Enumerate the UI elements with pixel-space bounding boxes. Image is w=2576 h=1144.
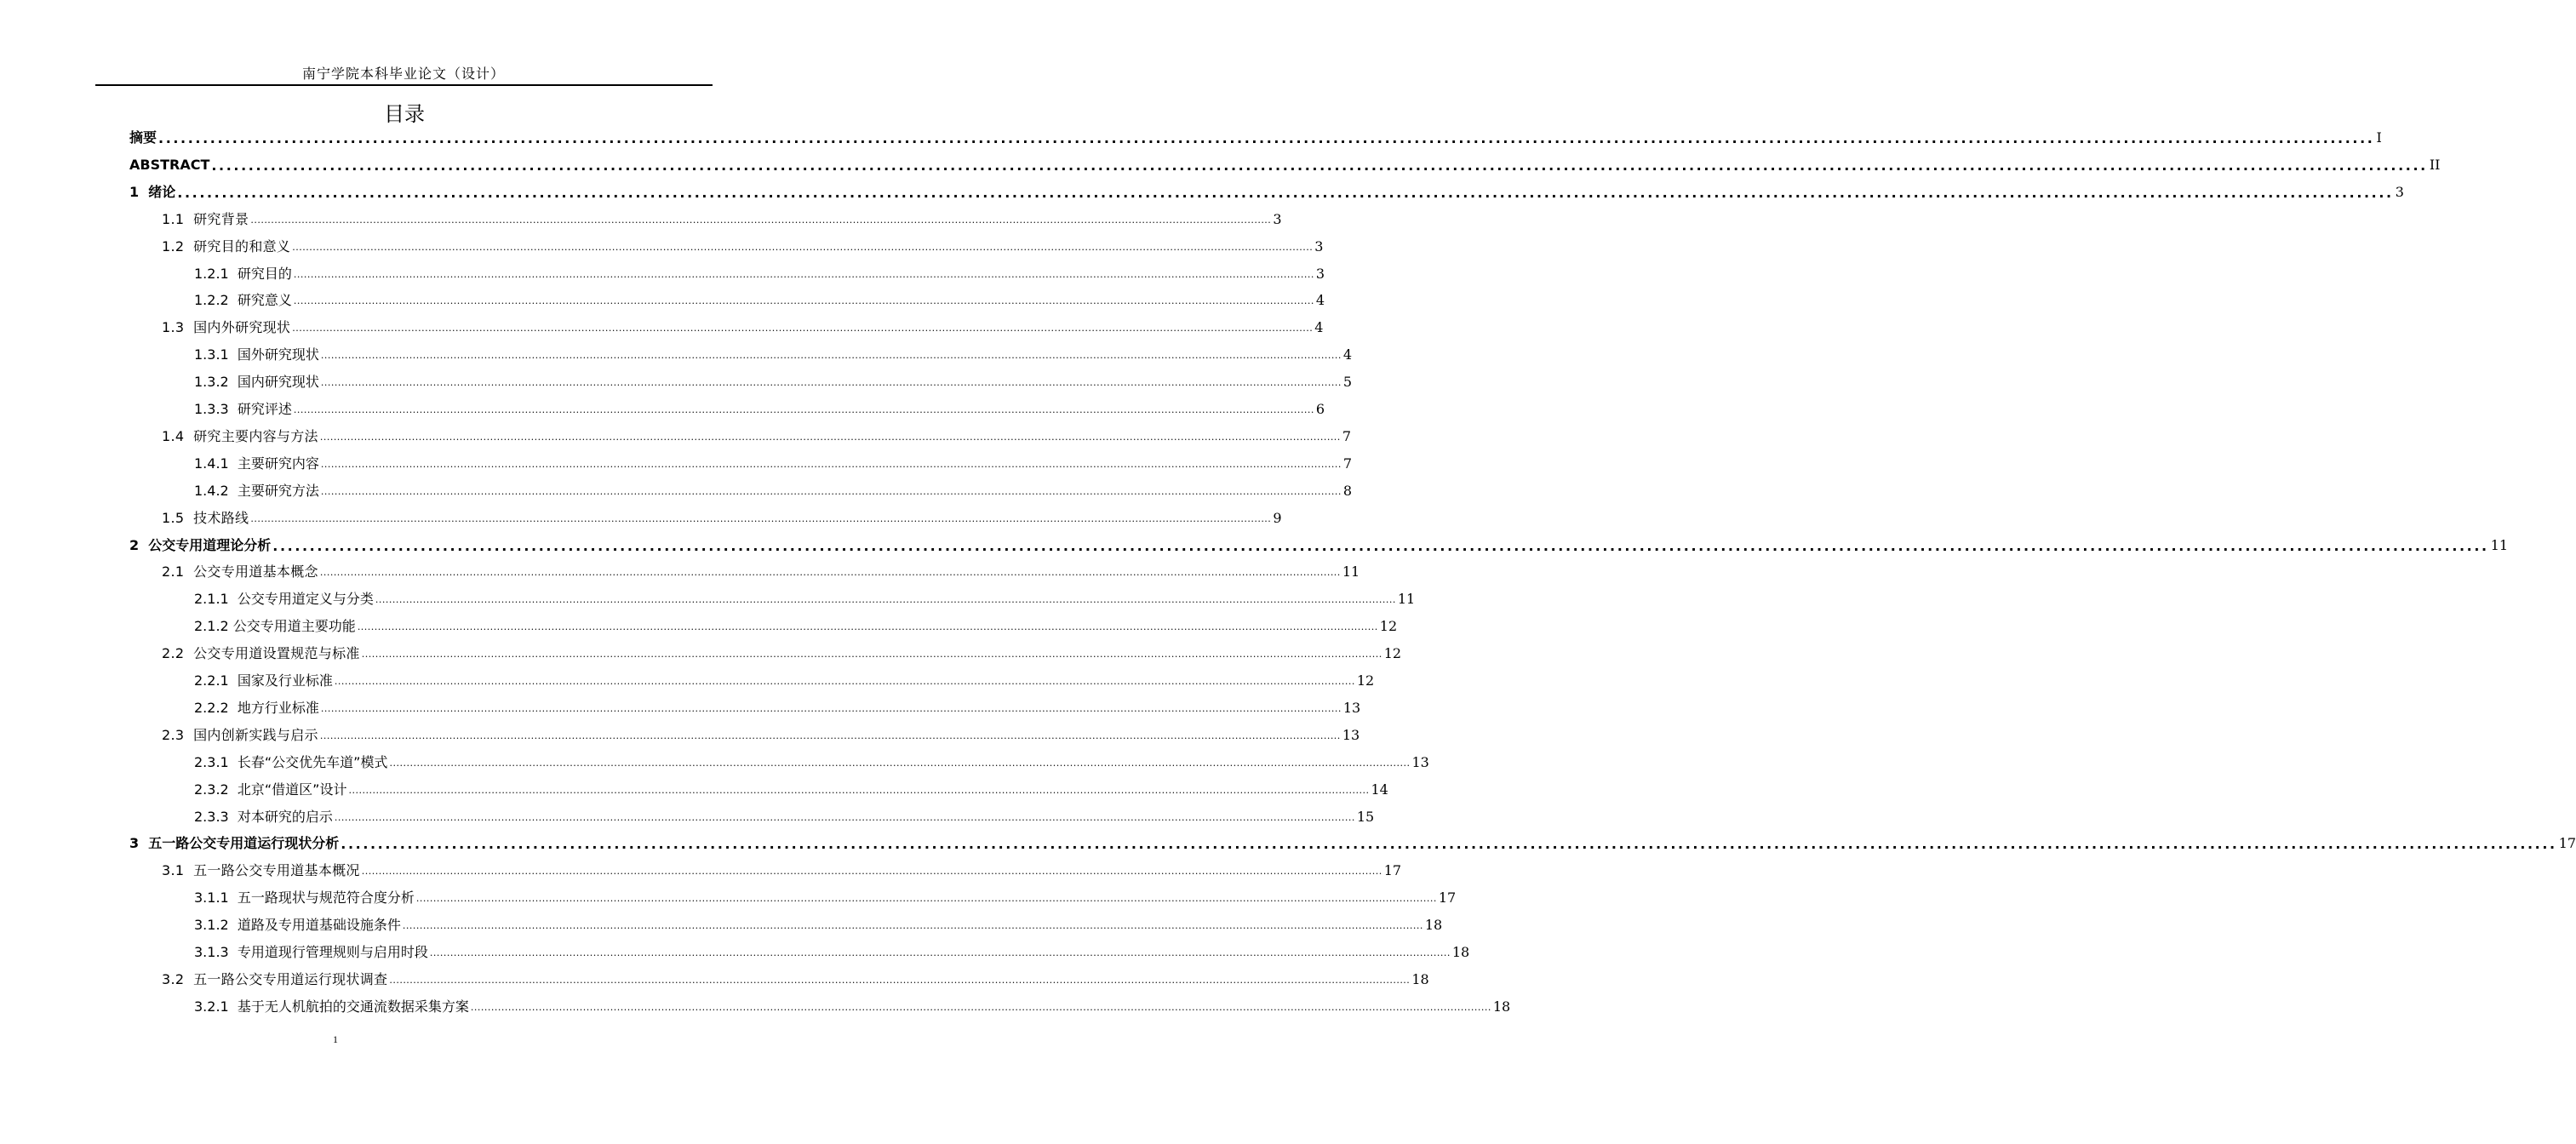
toc-entry[interactable] — [194, 939, 1470, 966]
toc-entry[interactable] — [129, 179, 2404, 206]
toc-leader-dots: ............................................................................................................................................................................................................................................................................................................ — [177, 184, 2394, 201]
toc-entry[interactable] — [194, 884, 1457, 912]
toc-leader-dots: ............................................................................................................................................................................................................................................................................................................ — [361, 649, 1382, 661]
toc-leader-dots: ............................................................................................................................................................................................................................................................................................................ — [389, 974, 1411, 986]
toc-entry-page: 17 — [1438, 889, 1457, 907]
toc-leader-dots: ............................................................................................................................................................................................................................................................................................................ — [293, 268, 1314, 280]
toc-entry[interactable] — [194, 993, 1511, 1021]
header-rule — [95, 84, 713, 86]
toc-entry-page: II — [2429, 156, 2441, 173]
toc-entry[interactable] — [162, 423, 1351, 450]
toc-entry-label: 1.4.2 主要研究方法 — [194, 482, 319, 499]
toc-entry[interactable] — [194, 369, 1353, 396]
toc-entry-label: ABSTRACT — [129, 156, 210, 173]
toc-leader-dots: ............................................................................................................................................................................................................................................................................................................ — [348, 784, 1370, 796]
toc-entry-page: 11 — [2490, 536, 2509, 553]
toc-title: 目录 — [384, 102, 425, 126]
toc-entry[interactable] — [162, 966, 1429, 993]
toc-entry-page: 18 — [1451, 944, 1470, 960]
toc-entry-page: 7 — [1342, 455, 1353, 472]
toc-leader-dots: ............................................................................................................................................................................................................................................................................................................ — [211, 157, 2428, 174]
toc-entry-page: 13 — [1342, 726, 1360, 743]
toc-leader-dots: ............................................................................................................................................................................................................................................................................................................ — [250, 512, 1272, 524]
toc-entry-page: 4 — [1342, 346, 1353, 363]
toc-leader-dots: ............................................................................................................................................................................................................................................................................................................ — [389, 757, 1411, 769]
toc-leader-dots: ............................................................................................................................................................................................................................................................................................................ — [158, 130, 2375, 146]
toc-entry-page: 3 — [2395, 183, 2404, 200]
toc-leader-dots: ............................................................................................................................................................................................................................................................................................................ — [293, 404, 1314, 415]
toc-entry-page: 18 — [1492, 998, 1511, 1015]
toc-entry-label: 1.3.1 国外研究现状 — [194, 346, 319, 363]
toc-entry-page: I — [2376, 129, 2382, 146]
toc-entry[interactable] — [194, 776, 1388, 804]
toc-leader-dots: ............................................................................................................................................................................................................................................................................................................ — [375, 594, 1396, 606]
toc-leader-dots: ............................................................................................................................................................................................................................................................................................................ — [319, 567, 1341, 579]
toc-entry[interactable] — [194, 287, 1325, 314]
toc-entry-page: 3 — [1314, 237, 1324, 255]
toc-entry-page: 4 — [1315, 292, 1325, 309]
toc-entry[interactable] — [162, 314, 1324, 341]
toc-entry[interactable] — [194, 667, 1375, 695]
toc-entry-page: 13 — [1342, 699, 1361, 716]
toc-entry-label: 2.2.2 地方行业标准 — [194, 699, 319, 716]
toc-entry-label: 3.1.2 道路及专用道基础设施条件 — [194, 917, 401, 934]
toc-entry[interactable] — [129, 532, 2509, 559]
toc-leader-dots: ............................................................................................................................................................................................................................................................................................................ — [250, 214, 1272, 226]
toc-leader-dots: ............................................................................................................................................................................................................................................................................................................ — [320, 702, 1342, 714]
toc-entry[interactable] — [162, 640, 1402, 667]
page-header: 南宁学院本科毕业论文（设计） — [301, 66, 505, 82]
page-number: 1 — [333, 1033, 338, 1045]
toc-entry[interactable] — [162, 558, 1360, 586]
toc-entry[interactable] — [129, 124, 2382, 152]
toc-leader-dots: ............................................................................................................................................................................................................................................................................................................ — [402, 920, 1423, 932]
toc-entry-page: 12 — [1383, 645, 1402, 662]
toc-entry-label: 3.1.1 五一路现状与规范符合度分析 — [194, 889, 415, 907]
toc-entry[interactable] — [194, 586, 1416, 613]
toc-entry[interactable] — [194, 341, 1353, 369]
toc-entry-label: 3.2.1 基于无人机航拍的交通流数据采集方案 — [194, 998, 469, 1015]
toc-leader-dots: ............................................................................................................................................................................................................................................................................................................ — [334, 676, 1355, 687]
toc-entry-label: 2.3.3 对本研究的启示 — [194, 808, 333, 825]
toc-entry-label: 1.2.1 研究目的 — [194, 265, 292, 282]
toc-entry[interactable] — [194, 396, 1325, 423]
toc-entry-page: 5 — [1342, 374, 1353, 391]
toc-entry-page: 18 — [1411, 970, 1429, 987]
toc-entry-page: 3 — [1273, 210, 1282, 227]
toc-entry-page: 8 — [1342, 482, 1353, 499]
toc-entry-label: 1 绪论 — [129, 183, 176, 200]
toc-leader-dots: ............................................................................................................................................................................................................................................................................................................ — [320, 350, 1342, 362]
toc-leader-dots: ............................................................................................................................................................................................................................................................................................................ — [429, 947, 1451, 958]
toc-entry-label: 2.1.1 公交专用道定义与分类 — [194, 591, 374, 608]
toc-entry[interactable] — [129, 152, 2441, 179]
toc-entry-label: 1.4 研究主要内容与方法 — [162, 427, 318, 444]
toc-leader-dots: ............................................................................................................................................................................................................................................................................................................ — [320, 377, 1342, 389]
toc-entry[interactable] — [194, 695, 1361, 722]
toc-entry[interactable] — [194, 613, 1398, 640]
toc-entry[interactable] — [162, 206, 1282, 233]
toc-entry-label: 1.2 研究目的和意义 — [162, 237, 291, 255]
toc-entry-label: 2.3.2 北京“借道区”设计 — [194, 781, 347, 798]
toc-leader-dots: ............................................................................................................................................................................................................................................................................................................ — [415, 893, 1437, 905]
toc-entry-label: 1.3 国内外研究现状 — [162, 319, 291, 336]
toc-entry-page: 3 — [1315, 265, 1325, 282]
toc-entry[interactable] — [194, 260, 1325, 288]
toc-leader-dots: ............................................................................................................................................................................................................................................................................................................ — [357, 621, 1378, 633]
toc-leader-dots: ............................................................................................................................................................................................................................................................................................................ — [320, 485, 1342, 497]
toc-entry-page: 13 — [1411, 753, 1429, 770]
toc-entry-label: 2.2.1 国家及行业标准 — [194, 672, 333, 689]
toc-entry-page: 12 — [1379, 618, 1398, 635]
toc-entry-label: 3.1 五一路公交专用道基本概况 — [162, 862, 360, 879]
toc-entry-page: 11 — [1397, 591, 1416, 608]
toc-entry-page: 9 — [1273, 509, 1282, 526]
toc-entry[interactable] — [129, 830, 2576, 857]
toc-entry-label: 1.5 技术路线 — [162, 509, 249, 526]
toc-entry-label: 2.1.2 公交专用道主要功能 — [194, 618, 356, 635]
toc-entry[interactable] — [194, 450, 1353, 478]
toc-entry[interactable] — [194, 749, 1429, 776]
toc-entry-label: 1.1 研究背景 — [162, 210, 249, 227]
toc-entry[interactable] — [194, 478, 1353, 505]
toc-leader-dots: ............................................................................................................................................................................................................................................................................................................ — [292, 241, 1314, 253]
toc-entry-label: 1.2.2 研究意义 — [194, 292, 292, 309]
toc-entry-label: 3.2 五一路公交专用道运行现状调查 — [162, 970, 388, 987]
toc-entry[interactable] — [162, 505, 1282, 532]
toc-entry-page: 11 — [1342, 563, 1360, 581]
toc-entry-label: 2.3 国内创新实践与启示 — [162, 726, 318, 743]
toc-entry-label: 2.3.1 长春“公交优先车道”模式 — [194, 753, 388, 770]
toc-leader-dots: ............................................................................................................................................................................................................................................................................................................ — [272, 537, 2489, 554]
toc-entry[interactable] — [194, 804, 1375, 831]
toc-entry-page: 6 — [1315, 401, 1325, 417]
toc-entry-page: 14 — [1371, 781, 1388, 798]
toc-entry-page: 4 — [1314, 319, 1324, 336]
toc-leader-dots: ............................................................................................................................................................................................................................................................................................................ — [319, 431, 1341, 443]
toc-leader-dots: ............................................................................................................................................................................................................................................................................................................ — [361, 866, 1382, 878]
toc-entry-page: 12 — [1356, 672, 1375, 689]
toc-entry-label: 摘要 — [129, 129, 157, 146]
toc-entry[interactable] — [194, 912, 1443, 939]
toc-leader-dots: ............................................................................................................................................................................................................................................................................................................ — [292, 323, 1314, 335]
toc-leader-dots: ............................................................................................................................................................................................................................................................................................................ — [320, 458, 1342, 470]
toc-entry-label: 3 五一路公交专用道运行现状分析 — [129, 835, 340, 852]
toc-entry-page: 15 — [1356, 808, 1375, 825]
toc-leader-dots: ............................................................................................................................................................................................................................................................................................................ — [334, 811, 1355, 823]
toc-entry-page: 17 — [2558, 835, 2576, 852]
toc-entry[interactable] — [162, 722, 1360, 749]
toc-leader-dots: ............................................................................................................................................................................................................................................................................................................ — [319, 729, 1341, 741]
toc-entry-label: 2 公交专用道理论分析 — [129, 536, 272, 553]
toc-entry[interactable] — [162, 857, 1402, 884]
toc-entry-label: 2.2 公交专用道设置规范与标准 — [162, 645, 360, 662]
toc-leader-dots: ............................................................................................................................................................................................................................................................................................................ — [293, 295, 1314, 307]
toc-entry-page: 7 — [1342, 427, 1351, 444]
toc-leader-dots: ............................................................................................................................................................................................................................................................................................................ — [341, 836, 2557, 853]
toc-entry-label: 1.3.2 国内研究现状 — [194, 374, 319, 391]
toc-entry-label: 1.3.3 研究评述 — [194, 401, 292, 417]
toc-entry-label: 2.1 公交专用道基本概念 — [162, 563, 318, 581]
toc-entry[interactable] — [162, 233, 1324, 260]
toc-entry-label: 3.1.3 专用道现行管理规则与启用时段 — [194, 944, 428, 960]
toc-entry-page: 18 — [1424, 917, 1443, 934]
toc-entry-label: 1.4.1 主要研究内容 — [194, 455, 319, 472]
toc-leader-dots: ............................................................................................................................................................................................................................................................................................................ — [470, 1001, 1491, 1013]
toc-entry-page: 17 — [1383, 862, 1402, 879]
